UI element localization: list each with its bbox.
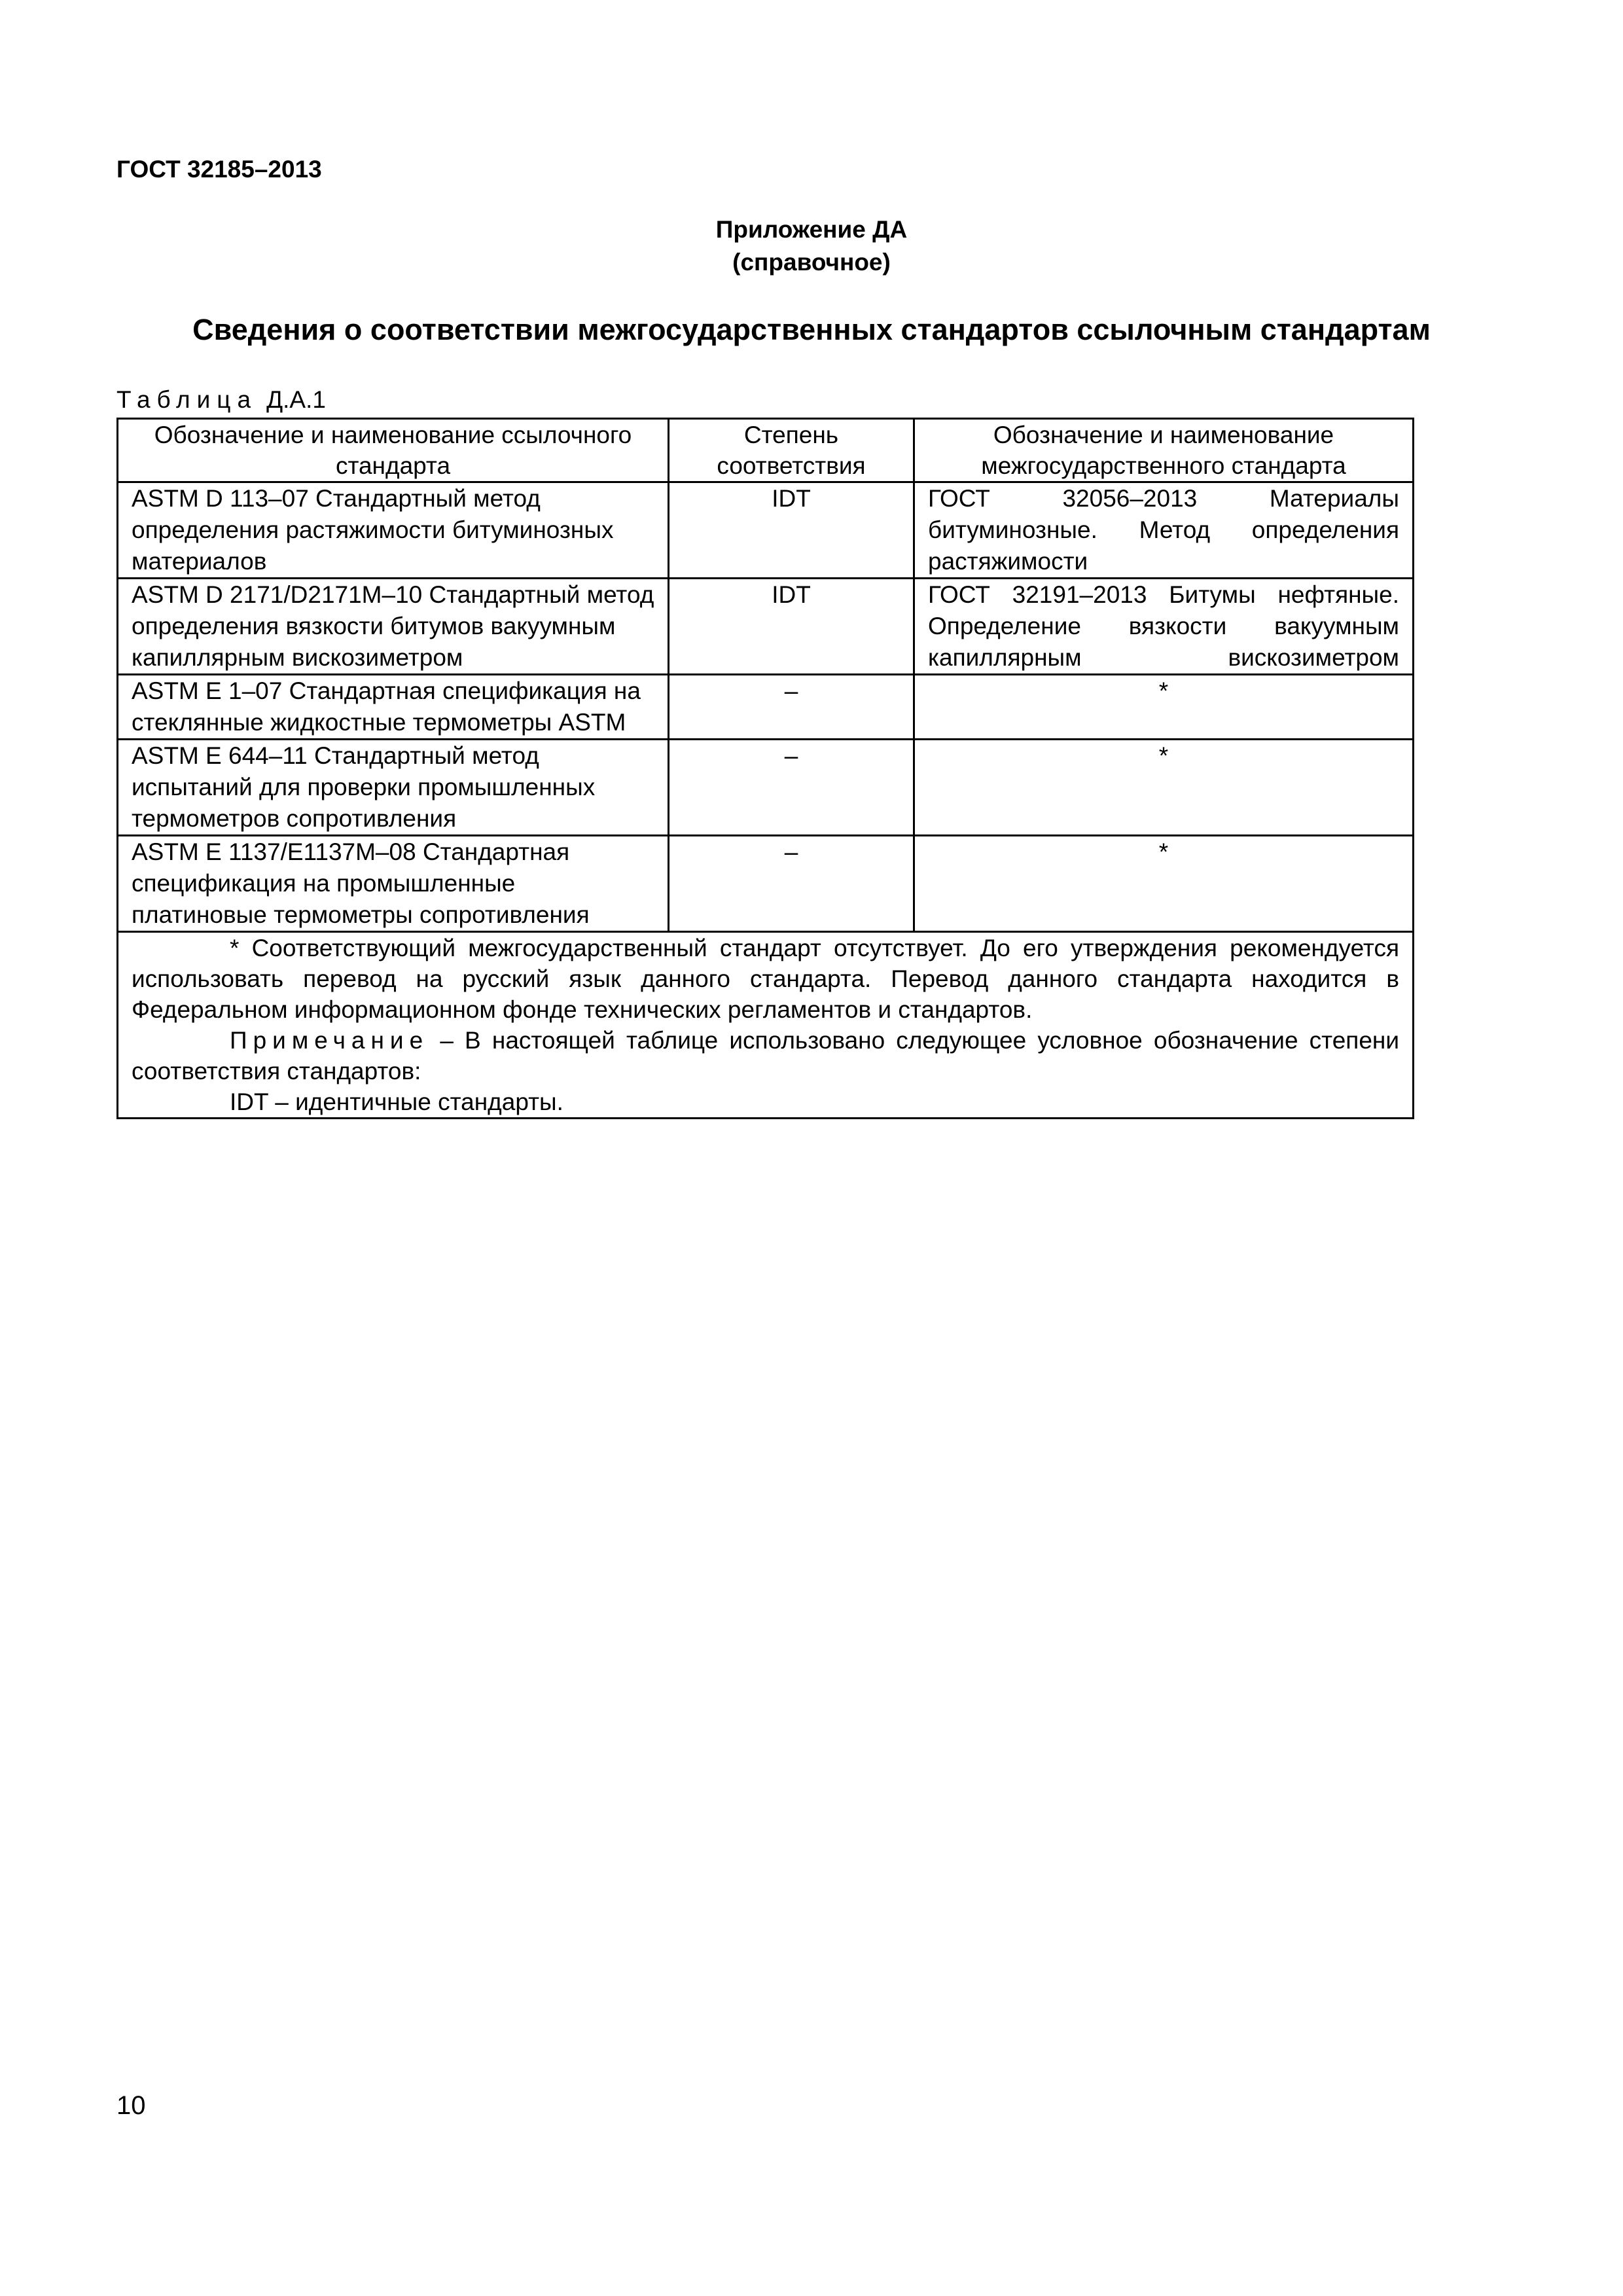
reference-cell: ASTM E 1137/E1137M–08 Стандартная спецификация на промышленные платиновые термометры сопротивления bbox=[118, 836, 669, 932]
interstate-cell: * bbox=[914, 836, 1414, 932]
table-row bbox=[118, 740, 1414, 836]
table-row bbox=[118, 675, 1414, 740]
note-text: – В настоящей таблице использовано следующее условное обозначение степени соответствия стандартов: bbox=[132, 1027, 1399, 1085]
annex-heading: Сведения о соответствии межгосударственных стандартов ссылочным стандартам bbox=[192, 313, 1431, 346]
annex-type: (справочное) bbox=[732, 249, 891, 276]
degree-cell: IDT bbox=[669, 579, 914, 675]
interstate-cell: ГОСТ 32056–2013 Материалы битуминозные. Метод определения растяжимости bbox=[914, 482, 1414, 579]
interstate-cell: * bbox=[914, 675, 1414, 740]
note-label: Примечание bbox=[230, 1027, 429, 1054]
note-paragraph bbox=[132, 1025, 1399, 1086]
document-code: ГОСТ 32185–2013 bbox=[116, 156, 322, 183]
standards-table bbox=[116, 418, 1414, 1119]
annex-title: Приложение ДА bbox=[715, 216, 908, 243]
reference-cell: ASTM D 2171/D2171M–10 Стандартный метод определения вязкости битумов вакуумным капиллярным вискозиметром bbox=[118, 579, 669, 675]
table-row bbox=[118, 836, 1414, 932]
table-header-row bbox=[118, 419, 1414, 482]
interstate-cell: * bbox=[914, 740, 1414, 836]
footnote: * Соответствующий межгосударственный стандарт отсутствует. До его утверждения рекомендуется использовать перевод на русский язык данного стандарта. Перевод данного стандарта находится в Федеральном информационном фонде технических регламентов и стандартов. bbox=[132, 935, 1399, 1023]
table-row bbox=[118, 482, 1414, 579]
interstate-cell: ГОСТ 32191–2013 Битумы нефтяные. Определение вязкости вакуумным капиллярным вискозиметром bbox=[914, 579, 1414, 675]
table-row bbox=[118, 579, 1414, 675]
note-item: IDT – идентичные стандарты. bbox=[230, 1088, 563, 1115]
degree-cell: – bbox=[669, 675, 914, 740]
table-label bbox=[116, 386, 326, 414]
page-number: 10 bbox=[116, 2091, 146, 2120]
degree-cell: – bbox=[669, 836, 914, 932]
reference-cell: ASTM E 644–11 Стандартный метод испытаний для проверки промышленных термометров сопротивления bbox=[118, 740, 669, 836]
reference-cell: ASTM D 113–07 Стандартный метод определения растяжимости битуминозных материалов bbox=[118, 482, 669, 579]
table-notes-cell bbox=[118, 932, 1414, 1119]
degree-cell: IDT bbox=[669, 482, 914, 579]
reference-cell: ASTM E 1–07 Стандартная спецификация на стеклянные жидкостные термометры ASTM bbox=[118, 675, 669, 740]
degree-cell: – bbox=[669, 740, 914, 836]
header-degree-of-conformity: Степень соответствия bbox=[669, 419, 914, 482]
table-label-number: Д.А.1 bbox=[266, 386, 326, 413]
header-reference-standard: Обозначение и наименование ссылочного стандарта bbox=[118, 419, 669, 482]
header-interstate-standard: Обозначение и наименование межгосударственного стандарта bbox=[914, 419, 1414, 482]
table-label-word: Таблица bbox=[116, 386, 258, 413]
table-notes-row bbox=[118, 932, 1414, 1119]
